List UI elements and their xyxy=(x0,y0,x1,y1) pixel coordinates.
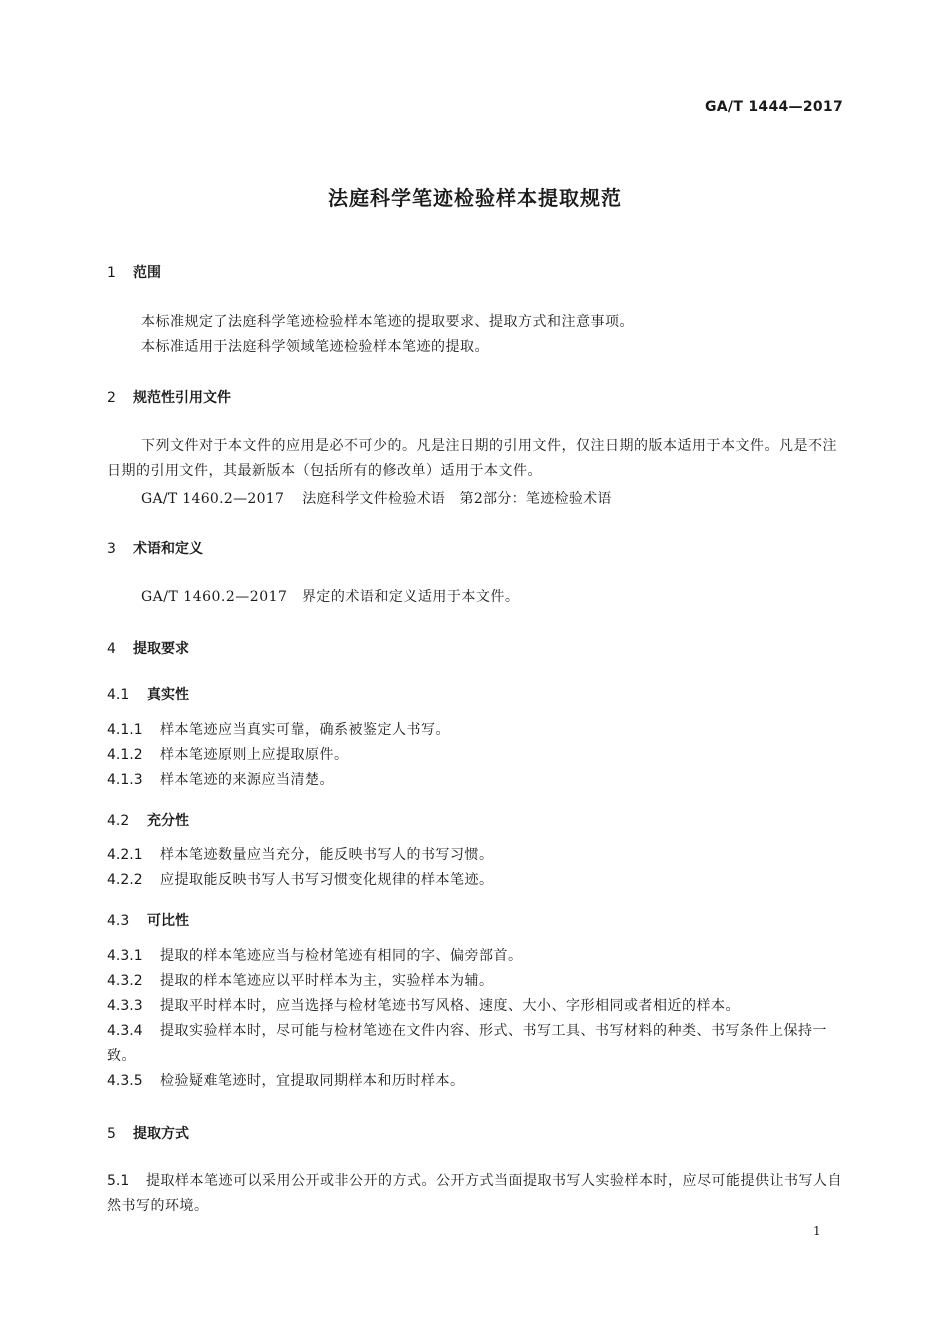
section-title: 提取方式 xyxy=(133,1126,189,1142)
subsection-number: 4.2 xyxy=(107,813,130,829)
clause-4-3-2 xyxy=(107,969,843,994)
clause-number: 4.2.2 xyxy=(107,872,143,888)
section-heading-1 xyxy=(107,262,161,282)
clause-text: 应提取能反映书写人书写习惯变化规律的样本笔迹。 xyxy=(160,872,494,888)
subsection-title: 可比性 xyxy=(147,913,189,929)
clause-4-2-2 xyxy=(107,868,843,893)
clause-text: 提取的样本笔迹应以平时样本为主，实验样本为辅。 xyxy=(160,973,494,989)
clause-number: 4.3.5 xyxy=(107,1073,143,1089)
paragraph: 本标准适用于法庭科学领域笔迹检验样本笔迹的提取。 xyxy=(141,339,489,355)
clause-4-3-5 xyxy=(107,1069,843,1094)
clause-text: 样本笔迹原则上应提取原件。 xyxy=(160,747,349,763)
paragraph: 下列文件对于本文件的应用是必不可少的。凡是注日期的引用文件，仅注日期的版本适用于本文件。凡是不注日期的引用文件，其最新版本（包括所有的修改单）适用于本文件。 xyxy=(107,438,837,479)
clause-number: 4.3.1 xyxy=(107,948,143,964)
section-number: 2 xyxy=(107,390,116,406)
clause-4-1-3 xyxy=(107,768,843,793)
reference-title: 法庭科学文件检验术语 第2部分：笔迹检验术语 xyxy=(302,491,612,507)
clause-4-3-3 xyxy=(107,994,843,1019)
section-number: 5 xyxy=(107,1126,116,1142)
clause-number: 4.2.1 xyxy=(107,847,143,863)
page-number: 1 xyxy=(813,1224,821,1238)
subsection-title: 充分性 xyxy=(147,813,189,829)
clause-text: 提取的样本笔迹应当与检材笔迹有相同的字、偏旁部首。 xyxy=(160,948,523,964)
section-heading-2 xyxy=(107,387,231,407)
clause-number: 4.1.2 xyxy=(107,747,143,763)
clause-number: 4.3.3 xyxy=(107,998,143,1014)
clause-number: 5.1 xyxy=(107,1173,130,1189)
clause-number: 4.1.3 xyxy=(107,772,143,788)
clause-text: 提取样本笔迹可以采用公开或非公开的方式。公开方式当面提取书写人实验样本时，应尽可能提供让书写人自然书写的环境。 xyxy=(107,1173,842,1214)
reference-code: GA/T 1460.2—2017 xyxy=(141,491,285,507)
clause-text: 提取实验样本时，尽可能与检材笔迹在文件内容、形式、书写工具、书写材料的种类、书写条件上保持一致。 xyxy=(107,1023,827,1064)
clause-4-3-4 xyxy=(107,1019,843,1069)
clause-text: 样本笔迹应当真实可靠，确系被鉴定人书写。 xyxy=(160,722,450,738)
subsection-title: 真实性 xyxy=(147,687,189,703)
clause-4-1-2 xyxy=(107,743,843,768)
standard-code: GA/T 1444—2017 xyxy=(705,99,843,115)
section-title: 规范性引用文件 xyxy=(133,390,231,406)
subsection-heading-4-2 xyxy=(107,810,189,830)
clause-5-1 xyxy=(107,1169,843,1219)
clause-text: 样本笔迹数量应当充分，能反映书写人的书写习惯。 xyxy=(160,847,494,863)
paragraph: GA/T 1460.2—2017 界定的术语和定义适用于本文件。 xyxy=(141,589,520,605)
section-number: 1 xyxy=(107,265,116,281)
section-title: 提取要求 xyxy=(133,641,189,657)
clause-number: 4.3.4 xyxy=(107,1023,143,1039)
clause-text: 提取平时样本时，应当选择与检材笔迹书写风格、速度、大小、字形相同或者相近的样本。 xyxy=(160,998,740,1014)
clause-number: 4.3.2 xyxy=(107,973,143,989)
clause-4-3-1 xyxy=(107,944,843,969)
section-number: 4 xyxy=(107,641,116,657)
subsection-heading-4-3 xyxy=(107,910,189,930)
subsection-heading-4-1 xyxy=(107,684,189,704)
section-number: 3 xyxy=(107,541,116,557)
clause-text: 检验疑难笔迹时，宜提取同期样本和历时样本。 xyxy=(160,1073,465,1089)
subsection-number: 4.1 xyxy=(107,687,130,703)
section-heading-5 xyxy=(107,1123,189,1143)
normative-reference xyxy=(141,488,612,508)
clause-4-1-1 xyxy=(107,718,843,743)
document-title: 法庭科学笔迹检验样本提取规范 xyxy=(328,186,622,210)
clause-number: 4.1.1 xyxy=(107,722,143,738)
section-title: 范围 xyxy=(133,265,161,281)
subsection-number: 4.3 xyxy=(107,913,130,929)
section-heading-3 xyxy=(107,538,203,558)
clause-4-2-1 xyxy=(107,843,843,868)
section-title: 术语和定义 xyxy=(133,541,203,557)
paragraph: 本标准规定了法庭科学笔迹检验样本笔迹的提取要求、提取方式和注意事项。 xyxy=(141,314,634,330)
clause-text: 样本笔迹的来源应当清楚。 xyxy=(160,772,334,788)
section-heading-4 xyxy=(107,638,189,658)
